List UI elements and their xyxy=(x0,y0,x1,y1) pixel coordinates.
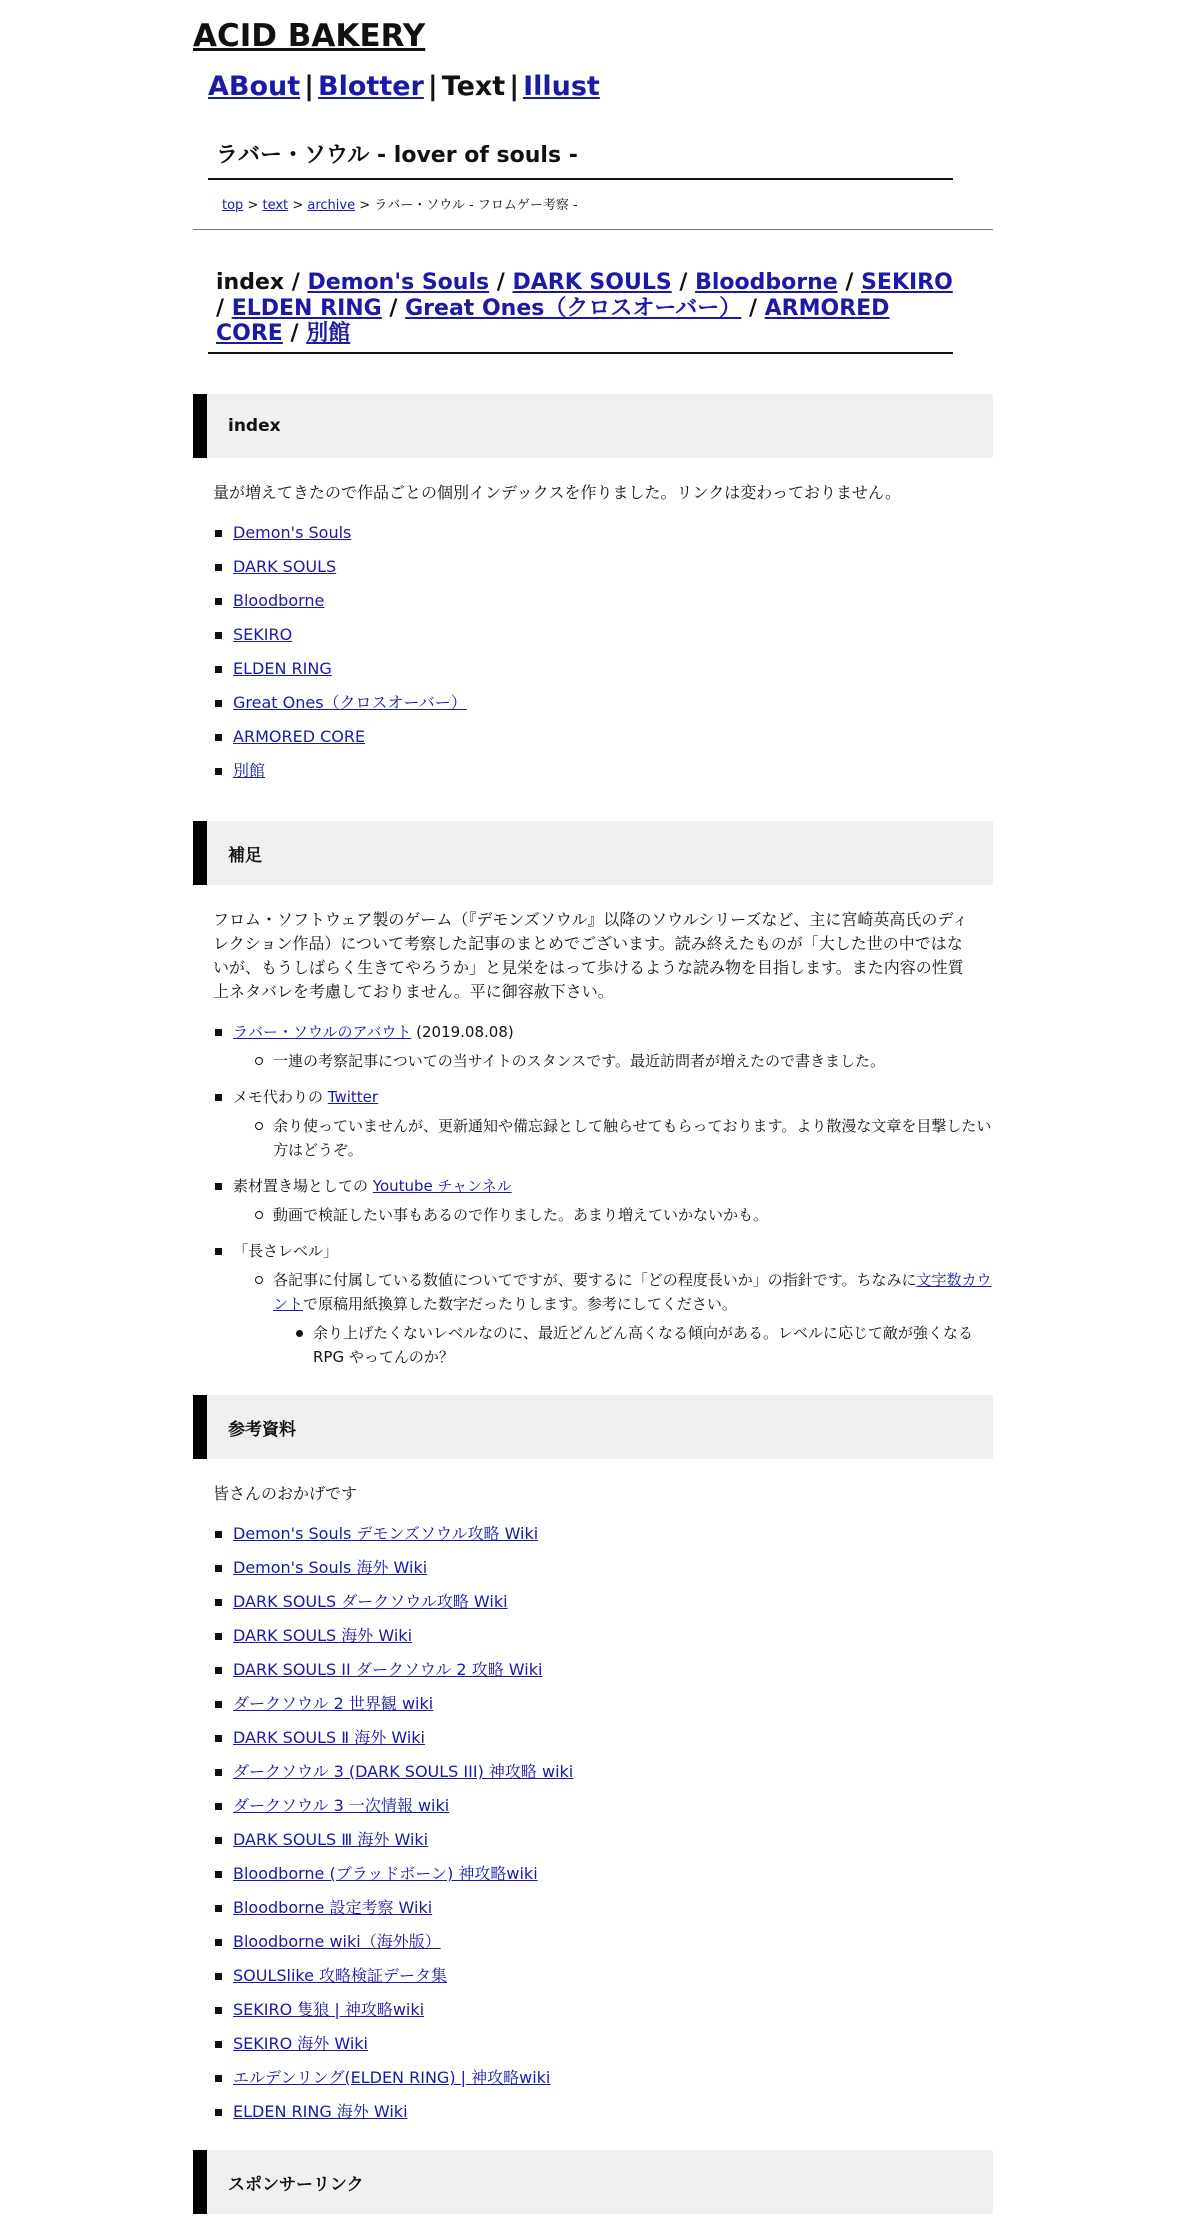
reference-link[interactable]: Bloodborne 設定考察 Wiki xyxy=(233,1898,433,1918)
list-item xyxy=(213,1762,993,1782)
nav-separator: | xyxy=(304,71,315,103)
page-container xyxy=(193,0,993,2214)
site-title xyxy=(193,0,993,55)
index-link-bloodborne[interactable]: Bloodborne xyxy=(233,591,325,611)
reference-link[interactable]: ダークソウル 2 世界観 wiki xyxy=(233,1694,434,1714)
reference-link[interactable]: ダークソウル 3 一次情報 wiki xyxy=(233,1796,450,1816)
game-index-separator: / xyxy=(291,270,300,296)
game-index-sekiro[interactable]: SEKIRO xyxy=(861,270,953,296)
nav-blotter-link[interactable]: Blotter xyxy=(318,71,424,103)
length-note-a: 各記事に付属している数値についてですが、要するに「どの程度長いか」の指針です。ちなみに xyxy=(273,1271,917,1290)
nav-separator: | xyxy=(509,71,520,103)
list-item xyxy=(213,1796,993,1816)
twitter-prefix: メモ代わりの xyxy=(233,1088,328,1107)
list-item xyxy=(213,1176,993,1227)
reference-link[interactable]: DARK SOULS II ダークソウル 2 攻略 Wiki xyxy=(233,1660,543,1680)
breadcrumb-separator: > xyxy=(292,198,304,214)
reference-link[interactable]: DARK SOULS Ⅲ 海外 Wiki xyxy=(233,1830,429,1850)
index-link-annex[interactable]: 別館 xyxy=(233,761,266,781)
game-index-separator: / xyxy=(845,270,854,296)
game-index-separator: / xyxy=(679,270,688,296)
section-heading-supplement: 補足 xyxy=(193,821,993,885)
youtube-link[interactable]: Youtube チャンネル xyxy=(372,1177,512,1196)
reference-link[interactable]: DARK SOULS Ⅱ 海外 Wiki xyxy=(233,1728,425,1748)
list-item xyxy=(213,1241,993,1369)
youtube-prefix: 素材置き場としての xyxy=(233,1177,373,1196)
list-item xyxy=(213,1830,993,1850)
list-item xyxy=(213,2068,993,2088)
global-nav xyxy=(208,69,993,104)
game-index-bloodborne[interactable]: Bloodborne xyxy=(695,270,838,296)
reference-link[interactable]: Demon's Souls 海外 Wiki xyxy=(233,1558,428,1578)
about-sublist xyxy=(253,1049,993,1073)
length-sublist xyxy=(253,1268,993,1369)
length-note-b: で原稿用紙換算した数字だったりします。参考にしてください。 xyxy=(303,1295,737,1314)
list-item xyxy=(213,1087,993,1162)
reference-link[interactable]: Bloodborne wiki（海外版） xyxy=(233,1932,441,1952)
index-link-demons-souls[interactable]: Demon's Souls xyxy=(233,523,352,543)
game-index-demons-souls[interactable]: Demon's Souls xyxy=(307,270,490,296)
reference-link[interactable]: SEKIRO 海外 Wiki xyxy=(233,2034,368,2054)
list-item xyxy=(213,557,993,577)
list-item xyxy=(213,2102,993,2122)
section-heading-sponsor: スポンサーリンク xyxy=(193,2150,993,2214)
reference-link[interactable]: DARK SOULS ダークソウル攻略 Wiki xyxy=(233,1592,508,1612)
breadcrumb-top-link[interactable]: top xyxy=(222,198,244,214)
list-item xyxy=(213,2034,993,2054)
breadcrumb-text-link[interactable]: text xyxy=(262,198,289,214)
twitter-link[interactable]: Twitter xyxy=(327,1088,379,1107)
list-item xyxy=(213,1932,993,1952)
list-item xyxy=(213,1626,993,1646)
reference-link[interactable]: Demon's Souls デモンズソウル攻略 Wiki xyxy=(233,1524,539,1544)
about-link[interactable]: ラバー・ソウルのアバウト xyxy=(233,1023,412,1042)
index-list xyxy=(213,523,993,781)
page-title: ラバー・ソウル - lover of souls - xyxy=(208,138,953,180)
game-index-great-ones[interactable]: Great Ones（クロスオーバー） xyxy=(405,295,742,321)
list-item xyxy=(213,1694,993,1714)
header-divider xyxy=(193,229,993,230)
list-item xyxy=(213,1966,993,1986)
supplement-intro-text: フロム・ソフトウェア製のゲーム（『デモンズソウル』以降のソウルシリーズなど、主に宮崎英高氏のディレクション作品）について考察した記事のまとめでございます。読み終えたものが「大した世の中ではないが、もうしばらく生きてやろうか」と見栄をはって歩けるような読み物を目指します。また内容の性質上ネタバレを考慮しておりません。平に御容赦下さい。 xyxy=(213,910,969,1002)
reference-link[interactable]: エルデンリング(ELDEN RING) | 神攻略wiki xyxy=(233,2068,551,2088)
list-item xyxy=(213,1660,993,1680)
breadcrumb-archive-link[interactable]: archive xyxy=(307,198,356,214)
game-index-separator: / xyxy=(216,295,225,321)
index-link-elden-ring[interactable]: ELDEN RING xyxy=(233,659,332,679)
index-link-armored-core[interactable]: ARMORED CORE xyxy=(233,727,366,747)
list-item xyxy=(213,1864,993,1884)
about-date: (2019.08.08) xyxy=(411,1023,514,1042)
references-list xyxy=(213,1524,993,2122)
reference-link[interactable]: ELDEN RING 海外 Wiki xyxy=(233,2102,408,2122)
list-item xyxy=(213,1524,993,1544)
list-item xyxy=(213,1558,993,1578)
site-title-link[interactable]: ACID BAKERY xyxy=(193,18,426,54)
game-index-armored-core[interactable]: ARMORED CORE xyxy=(216,295,890,346)
list-item xyxy=(213,1728,993,1748)
reference-link[interactable]: Bloodborne (ブラッドボーン) 神攻略wiki xyxy=(233,1864,538,1884)
twitter-sublist xyxy=(253,1114,993,1162)
index-intro-text: 量が増えてきたので作品ごとの個別インデックスを作りました。リンクは変わっておりません。 xyxy=(213,483,902,503)
list-item xyxy=(213,625,993,645)
nav-illust-link[interactable]: Illust xyxy=(523,71,600,103)
length-subsublist xyxy=(293,1321,993,1369)
about-note: 一連の考察記事についての当サイトのスタンスです。最近訪問者が増えたので書きました。 xyxy=(253,1049,993,1073)
reference-link[interactable]: SEKIRO 隻狼 | 神攻略wiki xyxy=(233,2000,425,2020)
references-intro-text: 皆さんのおかげです xyxy=(213,1484,358,1504)
list-item xyxy=(213,727,993,747)
list-item xyxy=(213,693,993,713)
list-item xyxy=(213,2000,993,2020)
nav-separator: | xyxy=(427,71,438,103)
game-index-elden-ring[interactable]: ELDEN RING xyxy=(231,295,382,321)
supplement-list xyxy=(213,1022,993,1369)
reference-link[interactable]: SOULSlike 攻略検証データ集 xyxy=(233,1966,448,1986)
index-link-great-ones[interactable]: Great Ones（クロスオーバー） xyxy=(233,693,467,713)
reference-link[interactable]: DARK SOULS 海外 Wiki xyxy=(233,1626,413,1646)
index-link-sekiro[interactable]: SEKIRO xyxy=(233,625,293,645)
reference-link[interactable]: ダークソウル 3 (DARK SOULS III) 神攻略 wiki xyxy=(233,1762,574,1782)
game-index-separator: / xyxy=(748,295,757,321)
list-item xyxy=(213,1898,993,1918)
section-heading-index: index xyxy=(193,394,993,458)
game-index-separator: / xyxy=(389,295,398,321)
char-count-link[interactable]: 文字数カウント xyxy=(273,1271,992,1314)
list-item xyxy=(213,659,993,679)
game-index-label: index xyxy=(216,270,285,296)
list-item xyxy=(213,1022,993,1073)
list-item xyxy=(213,591,993,611)
nav-text-current: Text xyxy=(441,71,506,103)
game-index-nav xyxy=(208,270,953,354)
youtube-sublist xyxy=(253,1203,993,1227)
length-level-label: 「長さレベル」 xyxy=(233,1242,339,1261)
youtube-note: 動画で検証したい事もあるので作りました。あまり増えていかないかも。 xyxy=(253,1203,993,1227)
list-item xyxy=(213,761,993,781)
game-index-dark-souls[interactable]: DARK SOULS xyxy=(512,270,672,296)
breadcrumb-separator: > xyxy=(359,198,371,214)
twitter-note: 余り使っていませんが、更新通知や備忘録として触らせてもらっております。より散漫な文章を目撃したい方はどうぞ。 xyxy=(253,1114,993,1162)
nav-about-link[interactable]: ABout xyxy=(208,71,301,103)
game-index-separator: / xyxy=(496,270,505,296)
length-note xyxy=(253,1268,993,1369)
index-link-dark-souls[interactable]: DARK SOULS xyxy=(233,557,337,577)
section-heading-references: 参考資料 xyxy=(193,1395,993,1459)
game-index-annex[interactable]: 別館 xyxy=(306,320,351,346)
breadcrumb-current: ラバー・ソウル - フロムゲー考察 - xyxy=(374,198,578,214)
length-subnote: 余り上げたくないレベルなのに、最近どんどん高くなる傾向がある。レベルに応じて敵が強くなる RPG やってんのか？ xyxy=(293,1321,993,1369)
breadcrumb xyxy=(222,194,993,213)
game-index-separator: / xyxy=(290,320,299,346)
list-item xyxy=(213,523,993,543)
list-item xyxy=(213,1592,993,1612)
breadcrumb-separator: > xyxy=(247,198,259,214)
